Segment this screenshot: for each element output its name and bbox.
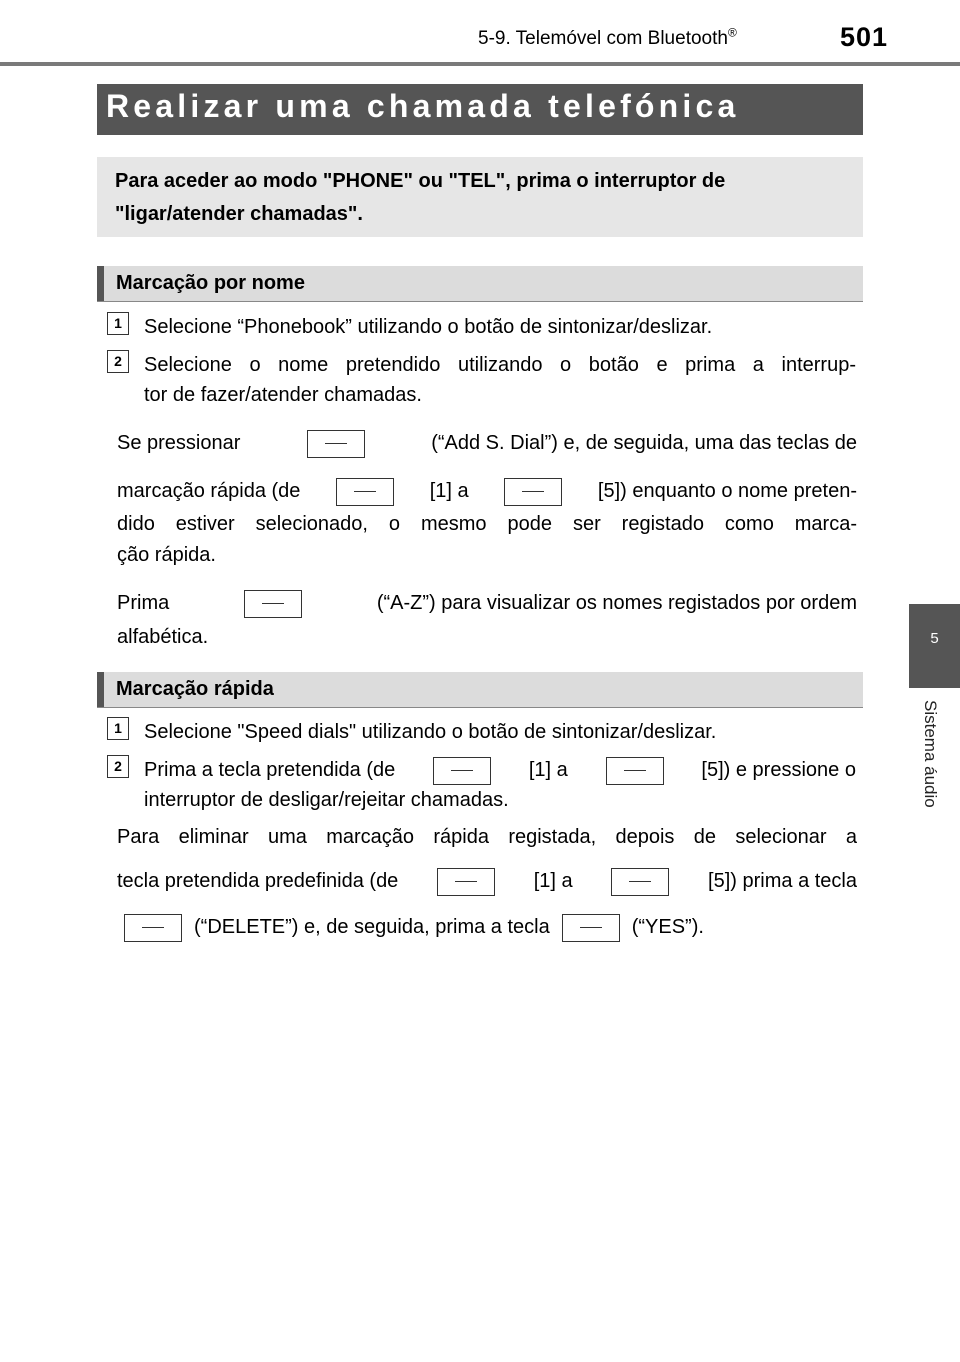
note-text: (“A-Z”) para visualizar os nomes registados por ordem (376, 592, 857, 614)
button-box (611, 868, 669, 896)
intro-text: Para aceder ao modo "PHONE" ou "TEL", prima o interruptor de "ligar/atender chamadas". (115, 170, 726, 225)
subheading-accent (97, 672, 104, 707)
step-number-box: 2 (107, 755, 129, 778)
note-text: [1] a (429, 480, 469, 502)
header-section-title: 5-9. Telemóvel com Bluetooth (478, 28, 728, 49)
note-line: dido estiver selecionado, o mesmo pode ser registado como marca- (117, 513, 857, 535)
note-text: [5]) prima a tecla (708, 870, 857, 892)
note-line (117, 476, 857, 507)
button-box (437, 868, 495, 896)
button-box (562, 914, 620, 942)
step-text-cont: tor de fazer/atender chamadas. (144, 384, 422, 406)
button-box (504, 478, 562, 506)
step-text-part: [5]) e pressione o (701, 759, 856, 781)
button-box (124, 914, 182, 942)
note-line (124, 912, 704, 943)
running-header (478, 25, 737, 50)
step-text: Selecione "Speed dials" utilizando o botão de sintonizar/deslizar. (144, 721, 717, 743)
button-box (336, 478, 394, 506)
header-rule (0, 62, 960, 66)
page-title: Realizar uma chamada telefónica (106, 88, 740, 124)
button-box (307, 430, 365, 458)
button-box (433, 757, 491, 785)
note-text: (“YES”). (631, 916, 704, 938)
note-text: tecla pretendida predefinida (de (117, 870, 399, 892)
step-text: Selecione “Phonebook” utilizando o botão de sintonizar/deslizar. (144, 316, 713, 338)
step-text (144, 755, 856, 786)
note-text: (“Add S. Dial”) e, de seguida, uma das teclas de (431, 432, 857, 454)
note-text: (“DELETE”) e, de seguida, prima a tecla (194, 916, 550, 938)
note-line (117, 866, 857, 897)
note-text: marcação rápida (de (117, 480, 301, 502)
step-text-part: [1] a (528, 759, 568, 781)
button-box (606, 757, 664, 785)
note-line (117, 588, 857, 619)
button-box (244, 590, 302, 618)
registered-mark: ® (727, 25, 737, 40)
page-number: 501 (839, 22, 888, 52)
chapter-label-text: Sistema áudio (921, 700, 940, 808)
chapter-label (918, 700, 940, 840)
step-text: Selecione o nome pretendido utilizando o botão e prima a interrup- (144, 354, 856, 376)
subheading-dial-by-name: Marcação por nome (116, 272, 305, 294)
note-line (117, 428, 857, 459)
step-text-part: Prima a tecla pretendida (de (144, 759, 396, 781)
note-line: alfabética. (117, 626, 209, 648)
step-text-cont: interruptor de desligar/rejeitar chamadas. (144, 789, 509, 811)
note-text: Prima (117, 592, 170, 614)
chapter-number: 5 (930, 630, 939, 647)
step-number-box: 1 (107, 312, 129, 335)
subheading-accent (97, 266, 104, 301)
note-text: [5]) enquanto o nome preten- (597, 480, 857, 502)
subheading-speed-dial: Marcação rápida (116, 678, 274, 700)
note-text: [1] a (533, 870, 573, 892)
note-line: Para eliminar uma marcação rápida registada, depois de selecionar a (117, 826, 857, 848)
note-line: ção rápida. (117, 544, 216, 566)
step-number-box: 1 (107, 717, 129, 740)
note-text: Se pressionar (117, 432, 241, 454)
step-number-box: 2 (107, 350, 129, 373)
